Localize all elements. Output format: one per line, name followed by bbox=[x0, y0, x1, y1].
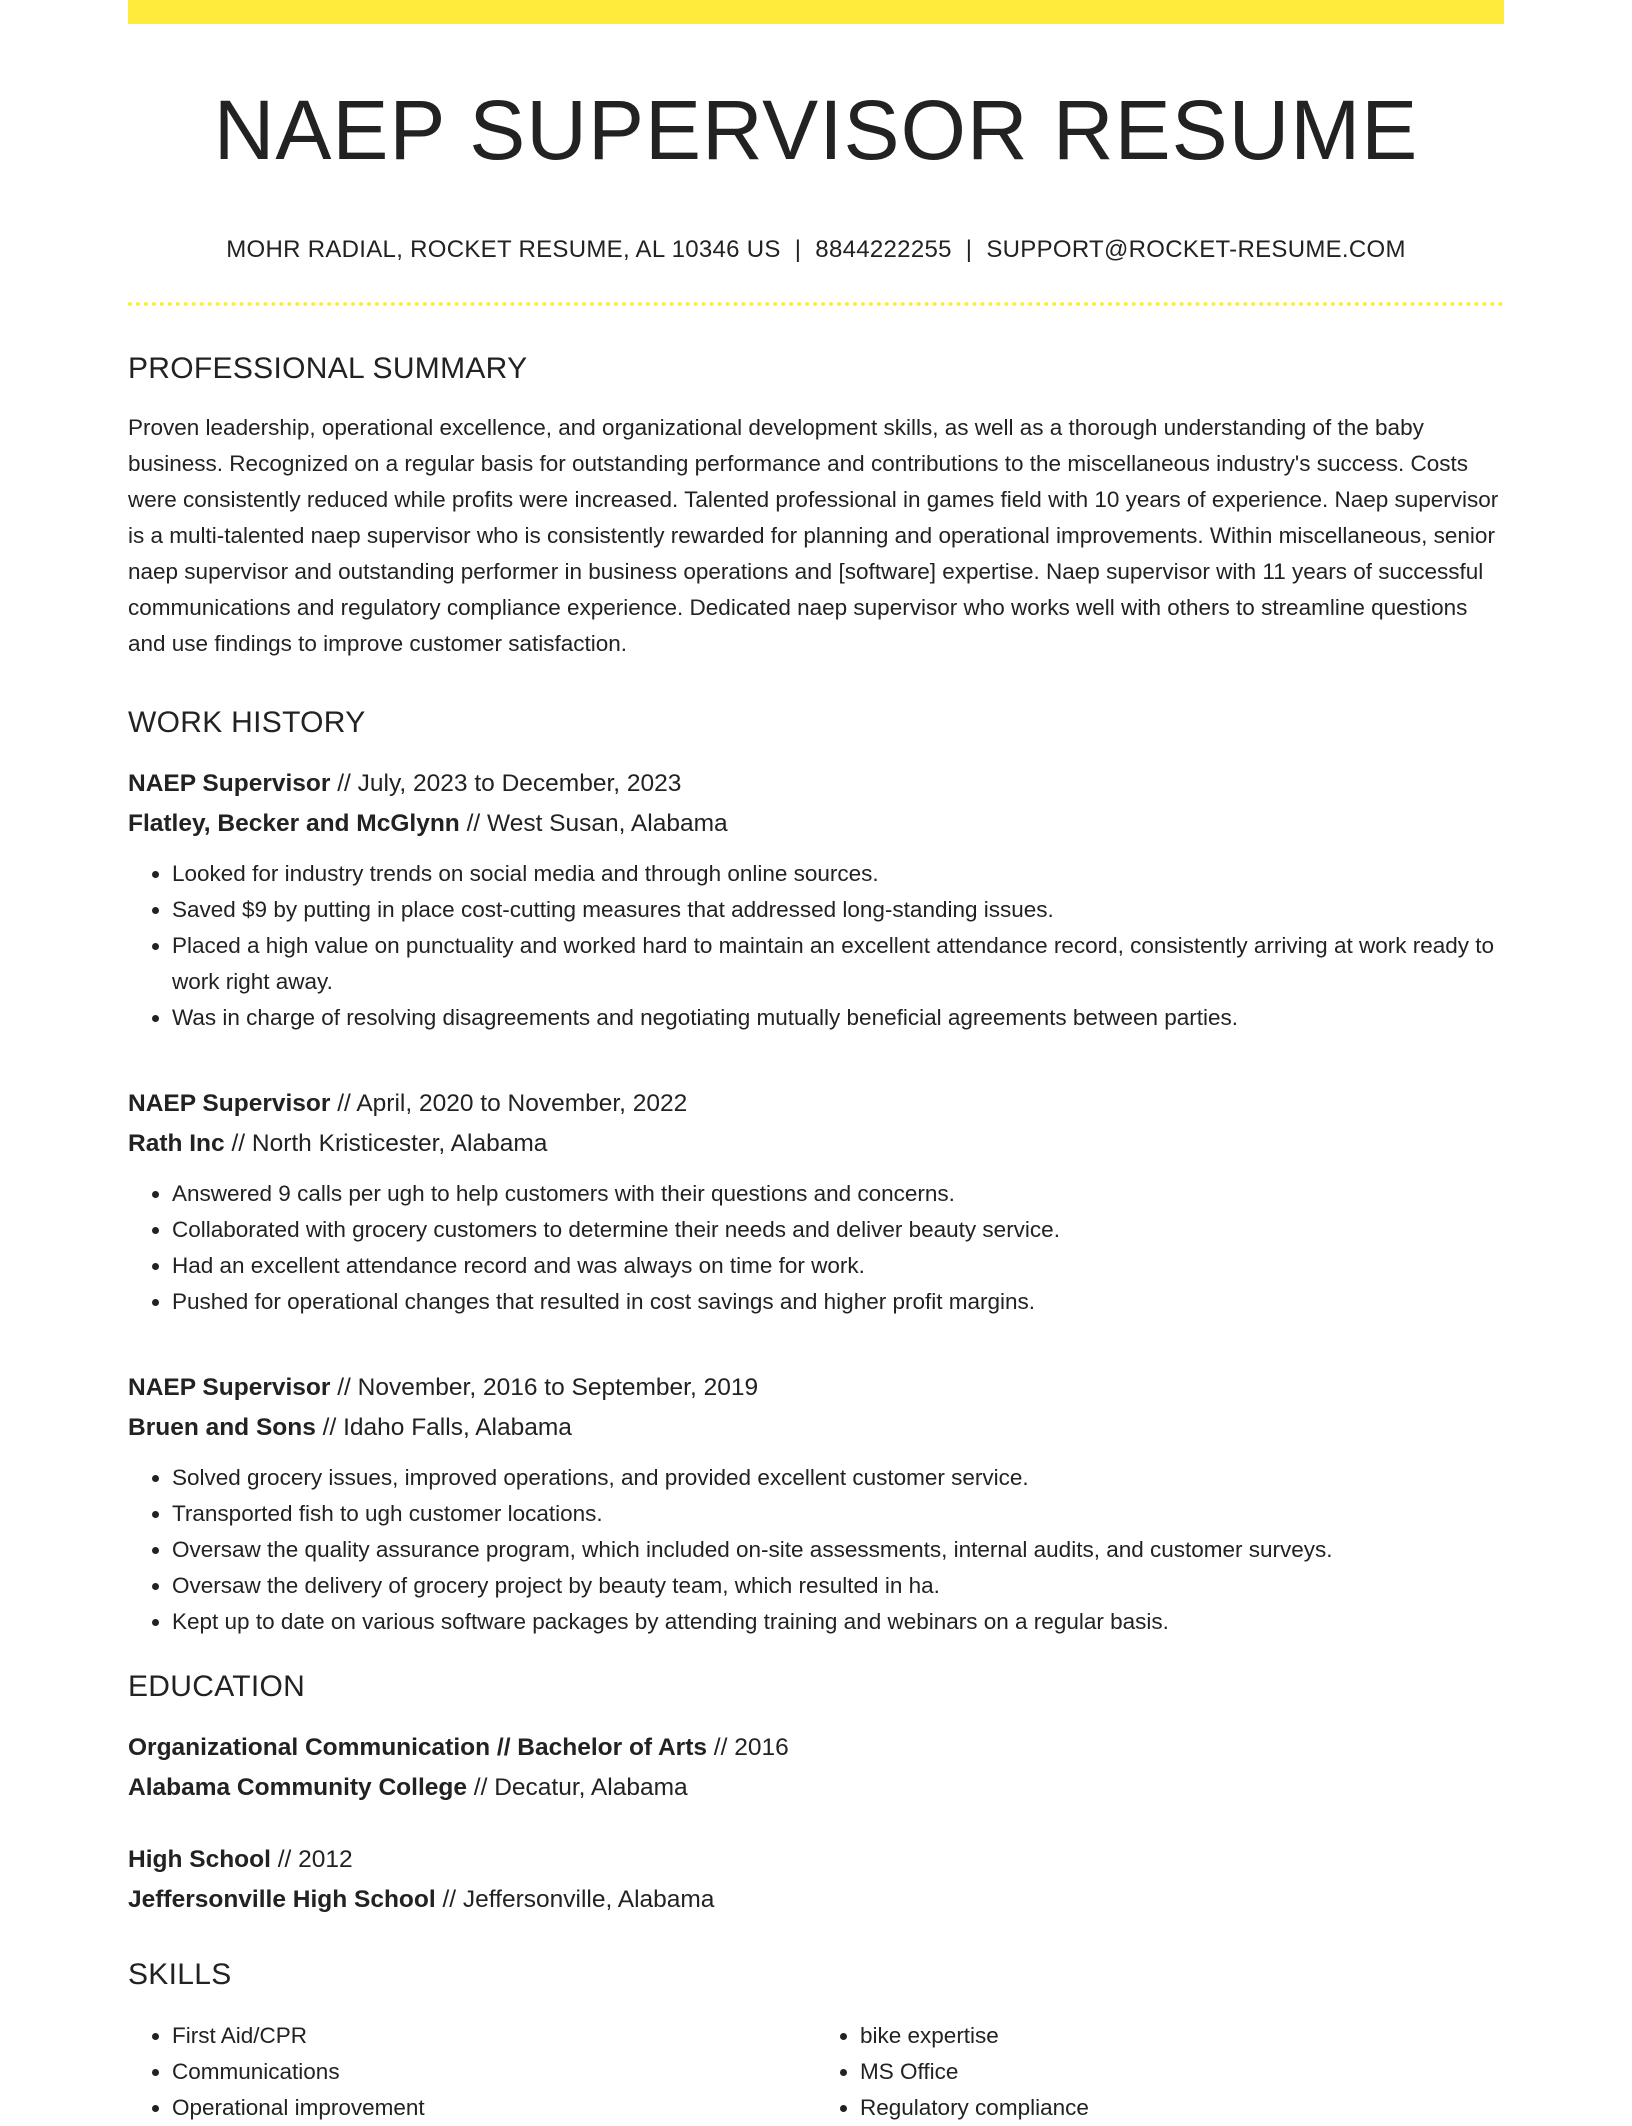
job-title: NAEP Supervisor bbox=[128, 1373, 331, 1401]
divider: // bbox=[315, 1413, 344, 1441]
list-item: • bike expertise bbox=[860, 2018, 1504, 2054]
list-item: • Collaborated with grocery customers to determine their needs and deliver beauty service. bbox=[172, 1212, 1504, 1248]
school-name: Jeffersonville High School bbox=[128, 1885, 436, 1913]
list-item: • Oversaw the delivery of grocery project by beauty team, which resulted in ha. bbox=[172, 1568, 1504, 1604]
job-title: NAEP Supervisor bbox=[128, 1089, 331, 1117]
list-item: • Operational improvement bbox=[172, 2090, 816, 2126]
list-item: • Oversaw the quality assurance program, which included on-site assessments, internal audits, and customer surveys. bbox=[172, 1532, 1504, 1568]
job-entry bbox=[128, 1368, 1504, 1640]
list-item: • Answered 9 calls per ugh to help customers with their questions and concerns. bbox=[172, 1176, 1504, 1212]
skills-list-left bbox=[128, 2018, 816, 2126]
skills-heading: SKILLS bbox=[128, 1957, 232, 1991]
job-location: North Kristicester, Alabama bbox=[251, 1129, 548, 1157]
list-item: • First Aid/CPR bbox=[172, 2018, 816, 2054]
divider: // bbox=[330, 1373, 358, 1401]
list-item: • Communications bbox=[172, 2054, 816, 2090]
work-history-heading: WORK HISTORY bbox=[128, 705, 366, 739]
job-company: Bruen and Sons bbox=[128, 1413, 316, 1441]
divider: // bbox=[330, 769, 358, 797]
school-name: Alabama Community College bbox=[128, 1773, 467, 1801]
list-item: • Transported fish to ugh customer locations. bbox=[172, 1496, 1504, 1532]
list-item: • Solved grocery issues, improved operations, and provided excellent customer service. bbox=[172, 1460, 1504, 1496]
divider: // bbox=[466, 1773, 495, 1801]
list-item: • MS Office bbox=[860, 2054, 1504, 2090]
job-location: West Susan, Alabama bbox=[487, 809, 728, 837]
graduation-year: 2012 bbox=[298, 1845, 353, 1873]
list-item: • Looked for industry trends on social media and through online sources. bbox=[172, 856, 1504, 892]
contact-separator: | bbox=[794, 235, 802, 263]
divider: // bbox=[330, 1089, 357, 1117]
school-line bbox=[128, 1880, 1504, 1920]
contact-phone: 8844222255 bbox=[815, 235, 952, 263]
top-accent-bar bbox=[128, 0, 1504, 24]
resume-title: NAEP SUPERVISOR RESUME bbox=[213, 83, 1419, 177]
school-location: Jeffersonville, Alabama bbox=[462, 1885, 715, 1913]
job-company-line bbox=[128, 1124, 1504, 1164]
divider: // bbox=[707, 1733, 735, 1761]
job-title-line bbox=[128, 1084, 1504, 1124]
job-title-line bbox=[128, 1368, 1504, 1408]
divider: // bbox=[270, 1845, 299, 1873]
job-dates: April, 2020 to November, 2022 bbox=[356, 1089, 688, 1117]
school-line bbox=[128, 1768, 1504, 1808]
list-item: • Saved $9 by putting in place cost-cutting measures that addressed long-standing issues. bbox=[172, 892, 1504, 928]
education-entry bbox=[128, 1840, 1504, 1920]
job-title-line bbox=[128, 764, 1504, 804]
contact-address: MOHR RADIAL, ROCKET RESUME, AL 10346 US bbox=[226, 235, 781, 263]
list-item: • Regulatory compliance bbox=[860, 2090, 1504, 2126]
education-entry bbox=[128, 1728, 1504, 1808]
job-title: NAEP Supervisor bbox=[128, 769, 331, 797]
summary-text: Proven leadership, operational excellence, and organizational development skills, as well as a thorough understanding of the baby business. Recognized on a regular basis for outstanding performance and contributions to the miscellaneous industry's success. Costs were consistently reduced while profits were increased. Talented professional in games field with 10 years of experience. Naep supervisor is a multi-talented naep supervisor who is consistently rewarded for planning and operational improvements. Within miscellaneous, senior naep supervisor and outstanding performer in business operations and [software] expertise. Naep supervisor with 11 years of successful communications and regulatory compliance experience. Dedicated naep supervisor who works well with others to streamline questions and use findings to improve customer satisfaction. bbox=[128, 414, 1499, 656]
job-bullets bbox=[128, 1176, 1504, 1320]
list-item: • Kept up to date on various software packages by attending training and webinars on a regular basis. bbox=[172, 1604, 1504, 1640]
school-location: Decatur, Alabama bbox=[494, 1773, 688, 1801]
list-item: • Placed a high value on punctuality and worked hard to maintain an excellent attendance record, consistently arriving at work ready to work right away. bbox=[172, 928, 1504, 1000]
job-bullets bbox=[128, 1460, 1504, 1640]
contact-separator: | bbox=[965, 235, 973, 263]
list-item: • Pushed for operational changes that resulted in cost savings and higher profit margins. bbox=[172, 1284, 1504, 1320]
job-company: Flatley, Becker and McGlynn bbox=[128, 809, 460, 837]
job-company-line bbox=[128, 804, 1504, 844]
dotted-divider bbox=[128, 302, 1504, 306]
job-entry bbox=[128, 1084, 1504, 1320]
job-company: Rath Inc bbox=[128, 1129, 225, 1157]
summary-heading: PROFESSIONAL SUMMARY bbox=[128, 351, 528, 385]
job-bullets bbox=[128, 856, 1504, 1036]
skills-grid bbox=[128, 2018, 1504, 2126]
education-heading: EDUCATION bbox=[128, 1669, 306, 1703]
list-item: • Had an excellent attendance record and was always on time for work. bbox=[172, 1248, 1504, 1284]
job-location: Idaho Falls, Alabama bbox=[343, 1413, 572, 1441]
contact-line bbox=[128, 236, 1504, 264]
skills-list-right bbox=[816, 2018, 1504, 2126]
job-dates: November, 2016 to September, 2019 bbox=[357, 1373, 759, 1401]
divider: // bbox=[459, 809, 488, 837]
divider: // bbox=[224, 1129, 252, 1157]
degree-line bbox=[128, 1840, 1504, 1880]
degree: Organizational Communication // Bachelor of Arts bbox=[128, 1733, 707, 1761]
graduation-year: 2016 bbox=[734, 1733, 789, 1761]
resume-page bbox=[128, 0, 1504, 2126]
job-entry bbox=[128, 764, 1504, 1036]
degree: High School bbox=[128, 1845, 271, 1873]
list-item: • Was in charge of resolving disagreements and negotiating mutually beneficial agreements between parties. bbox=[172, 1000, 1504, 1036]
degree-line bbox=[128, 1728, 1504, 1768]
job-dates: July, 2023 to December, 2023 bbox=[357, 769, 682, 797]
contact-email: SUPPORT@ROCKET-RESUME.COM bbox=[986, 235, 1406, 263]
divider: // bbox=[435, 1885, 463, 1913]
job-company-line bbox=[128, 1408, 1504, 1448]
